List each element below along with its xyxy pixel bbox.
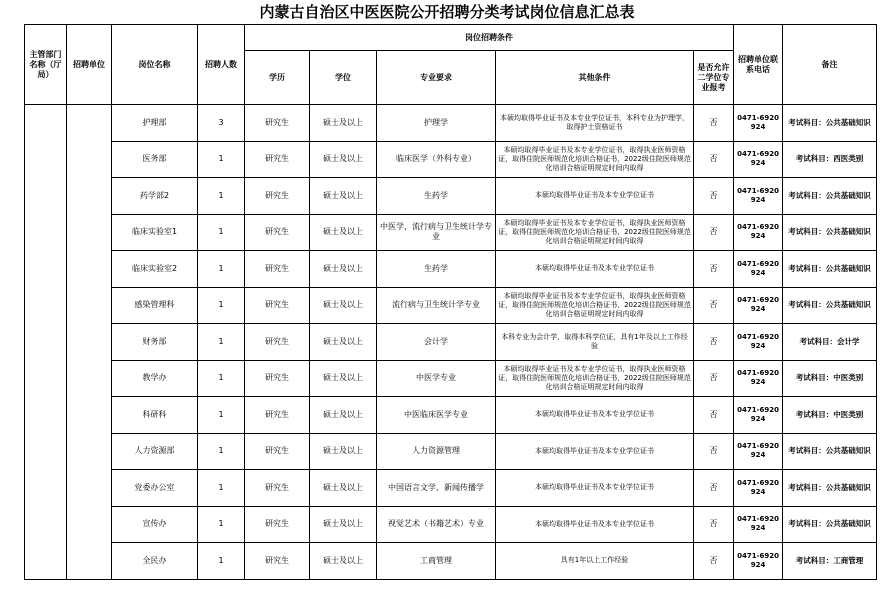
- cell-count: 1: [198, 543, 245, 580]
- table-row: [25, 543, 877, 580]
- cell-other: 本硕均取得毕业证书及本专业学位证书，本科专业为护理学，取得护士资格证书: [496, 105, 694, 142]
- page-title: 内蒙古自治区中医医院公开招聘分类考试岗位信息汇总表: [259, 3, 635, 21]
- cell-other: 本硕均取得毕业证书及本专业学位证书，取得执业医师资格证，取得住院医师规范化培训合格证书，2022级住院医师规范化培训合格证明规定时间内取得: [496, 141, 694, 178]
- cell-major: 中医学，流行病与卫生统计学专业: [377, 214, 496, 251]
- cell-remarks: 考试科目：中医类别: [783, 397, 877, 434]
- cell-major: 工商管理: [377, 543, 496, 580]
- header-second-degree: 是否允许二学位专业报考: [694, 51, 734, 105]
- cell-major: 视觉艺术（书籍艺术）专业: [377, 506, 496, 543]
- header-position: 岗位名称: [112, 25, 198, 105]
- cell-remarks: 考试科目：公共基础知识: [783, 251, 877, 288]
- cell-major: 人力资源管理: [377, 433, 496, 470]
- cell-second-degree: 否: [694, 287, 734, 324]
- cell-education: 研究生: [245, 324, 310, 361]
- cell-major: 临床医学（外科专业）: [377, 141, 496, 178]
- cell-remarks: 考试科目：公共基础知识: [783, 287, 877, 324]
- cell-major: 流行病与卫生统计学专业: [377, 287, 496, 324]
- cell-remarks: 考试科目：公共基础知识: [783, 433, 877, 470]
- header-degree: 学位: [310, 51, 377, 105]
- cell-second-degree: 否: [694, 178, 734, 215]
- cell-degree: 硕士及以上: [310, 360, 377, 397]
- table-row: [25, 324, 877, 361]
- cell-position: 教学办: [112, 360, 198, 397]
- header-education: 学历: [245, 51, 310, 105]
- cell-other: 本硕均取得毕业证书及本专业学位证书: [496, 470, 694, 507]
- cell-education: 研究生: [245, 397, 310, 434]
- cell-contact: 0471-6920924: [734, 141, 783, 178]
- cell-count: 1: [198, 287, 245, 324]
- cell-second-degree: 否: [694, 397, 734, 434]
- cell-education: 研究生: [245, 251, 310, 288]
- cell-education: 研究生: [245, 141, 310, 178]
- cell-second-degree: 否: [694, 360, 734, 397]
- cell-count: 1: [198, 141, 245, 178]
- cell-position: 感染管理科: [112, 287, 198, 324]
- cell-remarks: 考试科目：会计学: [783, 324, 877, 361]
- cell-remarks: 考试科目：中医类别: [783, 360, 877, 397]
- cell-degree: 硕士及以上: [310, 251, 377, 288]
- cell-count: 1: [198, 470, 245, 507]
- cell-education: 研究生: [245, 360, 310, 397]
- cell-degree: 硕士及以上: [310, 506, 377, 543]
- cell-second-degree: 否: [694, 141, 734, 178]
- cell-contact: 0471-6920924: [734, 397, 783, 434]
- cell-other: 本硕均取得毕业证书及本专业学位证书: [496, 178, 694, 215]
- cell-second-degree: 否: [694, 105, 734, 142]
- table-row: [25, 141, 877, 178]
- table-row: [25, 470, 877, 507]
- cell-degree: 硕士及以上: [310, 214, 377, 251]
- table-row: [25, 105, 877, 142]
- cell-count: 1: [198, 360, 245, 397]
- cell-remarks: 考试科目：公共基础知识: [783, 105, 877, 142]
- cell-second-degree: 否: [694, 470, 734, 507]
- cell-contact: 0471-6920924: [734, 324, 783, 361]
- cell-contact: 0471-6920924: [734, 506, 783, 543]
- cell-contact: 0471-6920924: [734, 287, 783, 324]
- cell-other: 本硕均取得毕业证书及本专业学位证书: [496, 433, 694, 470]
- cell-count: 1: [198, 214, 245, 251]
- table-row: [25, 397, 877, 434]
- cell-position: 全民办: [112, 543, 198, 580]
- cell-count: 1: [198, 178, 245, 215]
- cell-position: 临床实验室2: [112, 251, 198, 288]
- cell-education: 研究生: [245, 433, 310, 470]
- cell-contact: 0471-6920924: [734, 105, 783, 142]
- cell-major: 会计学: [377, 324, 496, 361]
- table-row: [25, 360, 877, 397]
- header-remarks: 备注: [783, 25, 877, 105]
- header-conditions-group: 岗位招聘条件: [245, 25, 734, 51]
- cell-unit: [67, 105, 112, 580]
- table-row: [25, 214, 877, 251]
- cell-position: 党委办公室: [112, 470, 198, 507]
- cell-major: 中国语言文学、新闻传播学: [377, 470, 496, 507]
- cell-second-degree: 否: [694, 324, 734, 361]
- table-row: [25, 506, 877, 543]
- cell-position: 财务部: [112, 324, 198, 361]
- cell-major: 护理学: [377, 105, 496, 142]
- cell-department: [25, 105, 67, 580]
- cell-other: 本硕均取得毕业证书及本专业学位证书，取得执业医师资格证，取得住院医师规范化培训合格证书，2022级住院医师规范化培训合格证明规定时间内取得: [496, 360, 694, 397]
- recruitment-table: [24, 24, 877, 580]
- cell-count: 1: [198, 506, 245, 543]
- cell-education: 研究生: [245, 543, 310, 580]
- cell-major: 中医临床医学专业: [377, 397, 496, 434]
- cell-degree: 硕士及以上: [310, 178, 377, 215]
- cell-position: 临床实验室1: [112, 214, 198, 251]
- cell-remarks: 考试科目：公共基础知识: [783, 506, 877, 543]
- cell-count: 1: [198, 324, 245, 361]
- cell-second-degree: 否: [694, 543, 734, 580]
- cell-education: 研究生: [245, 178, 310, 215]
- cell-count: 3: [198, 105, 245, 142]
- cell-major: 中医学专业: [377, 360, 496, 397]
- cell-remarks: 考试科目：公共基础知识: [783, 470, 877, 507]
- header-major: 专业要求: [377, 51, 496, 105]
- cell-second-degree: 否: [694, 506, 734, 543]
- cell-second-degree: 否: [694, 214, 734, 251]
- cell-degree: 硕士及以上: [310, 470, 377, 507]
- cell-other: 具有1年以上工作经验: [496, 543, 694, 580]
- cell-contact: 0471-6920924: [734, 433, 783, 470]
- cell-degree: 硕士及以上: [310, 397, 377, 434]
- cell-position: 人力资源部: [112, 433, 198, 470]
- cell-position: 科研科: [112, 397, 198, 434]
- cell-count: 1: [198, 433, 245, 470]
- header-unit: 招聘单位: [67, 25, 112, 105]
- cell-education: 研究生: [245, 506, 310, 543]
- cell-degree: 硕士及以上: [310, 105, 377, 142]
- cell-count: 1: [198, 251, 245, 288]
- cell-other: 本硕均取得毕业证书及本专业学位证书，取得执业医师资格证，取得住院医师规范化培训合格证书，2022级住院医师规范化培训合格证明规定时间内取得: [496, 214, 694, 251]
- cell-position: 宣传办: [112, 506, 198, 543]
- cell-major: 生药学: [377, 178, 496, 215]
- header-count: 招聘人数: [198, 25, 245, 105]
- cell-education: 研究生: [245, 287, 310, 324]
- cell-position: 医务部: [112, 141, 198, 178]
- cell-education: 研究生: [245, 214, 310, 251]
- table-row: [25, 251, 877, 288]
- cell-remarks: 考试科目：西医类别: [783, 141, 877, 178]
- table-row: [25, 433, 877, 470]
- table-row: [25, 178, 877, 215]
- cell-degree: 硕士及以上: [310, 433, 377, 470]
- cell-contact: 0471-6920924: [734, 251, 783, 288]
- cell-remarks: 考试科目：公共基础知识: [783, 178, 877, 215]
- cell-position: 护理部: [112, 105, 198, 142]
- cell-other: 本硕均取得毕业证书及本专业学位证书: [496, 397, 694, 434]
- cell-count: 1: [198, 397, 245, 434]
- cell-second-degree: 否: [694, 251, 734, 288]
- cell-other: 本科专业为会计学，取得本科学位证，具有1年及以上工作经验: [496, 324, 694, 361]
- table-row: [25, 287, 877, 324]
- cell-contact: 0471-6920924: [734, 470, 783, 507]
- cell-major: 生药学: [377, 251, 496, 288]
- cell-other: 本硕均取得毕业证书及本专业学位证书，取得执业医师资格证，取得住院医师规范化培训合格证书，2022级住院医师规范化培训合格证明规定时间内取得: [496, 287, 694, 324]
- cell-contact: 0471-6920924: [734, 214, 783, 251]
- cell-degree: 硕士及以上: [310, 543, 377, 580]
- cell-remarks: 考试科目：公共基础知识: [783, 214, 877, 251]
- cell-remarks: 考试科目：工商管理: [783, 543, 877, 580]
- header-department: 主管部门名称（厅局）: [25, 25, 67, 105]
- header-contact: 招聘单位联系电话: [734, 25, 783, 105]
- cell-degree: 硕士及以上: [310, 287, 377, 324]
- cell-education: 研究生: [245, 470, 310, 507]
- table-body: [25, 105, 877, 580]
- cell-position: 药学部2: [112, 178, 198, 215]
- cell-education: 研究生: [245, 105, 310, 142]
- cell-other: 本硕均取得毕业证书及本专业学位证书: [496, 506, 694, 543]
- cell-contact: 0471-6920924: [734, 360, 783, 397]
- cell-degree: 硕士及以上: [310, 141, 377, 178]
- cell-second-degree: 否: [694, 433, 734, 470]
- cell-degree: 硕士及以上: [310, 324, 377, 361]
- cell-contact: 0471-6920924: [734, 543, 783, 580]
- header-other: 其他条件: [496, 51, 694, 105]
- cell-contact: 0471-6920924: [734, 178, 783, 215]
- cell-other: 本硕均取得毕业证书及本专业学位证书: [496, 251, 694, 288]
